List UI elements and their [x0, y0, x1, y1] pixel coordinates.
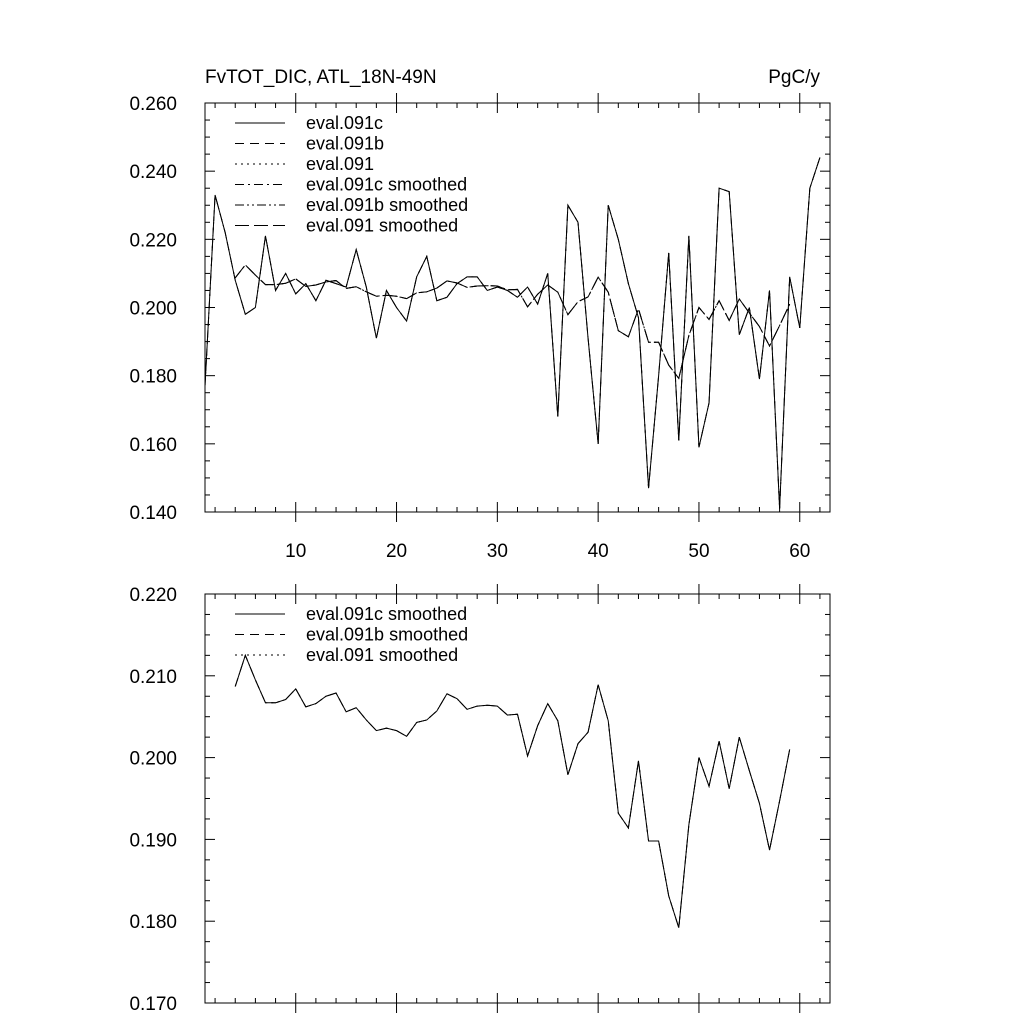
series-line-0: [235, 655, 789, 927]
series-line-2: [205, 158, 820, 509]
y-tick-label: 0.160: [129, 434, 177, 456]
x-tick-label: 20: [385, 541, 408, 562]
legend-entry: eval.091b: [306, 133, 385, 154]
series-line-1: [235, 655, 789, 927]
y-tick-label: 0.260: [129, 94, 177, 115]
series-line-5: [235, 265, 789, 378]
legend-entry: eval.091b smoothed: [306, 195, 469, 215]
y-tick-label: 0.180: [129, 366, 177, 388]
y-tick-label: 0.200: [129, 748, 177, 770]
x-tick-label: 40: [587, 541, 609, 562]
legend-entry: eval.091b smoothed: [306, 624, 469, 645]
top-panel: [129, 67, 830, 562]
series-line-2: [235, 655, 789, 927]
series-line-1: [205, 158, 820, 509]
y-tick-label: 0.240: [129, 162, 177, 184]
plot-frame: [205, 103, 830, 512]
y-tick-label: 0.180: [129, 912, 177, 934]
series-line-0: [205, 158, 820, 509]
y-tick-label: 0.220: [129, 230, 177, 252]
legend-entry: eval.091: [306, 154, 375, 174]
chart-title: FvTOT_DIC, ATL_18N-49N: [205, 67, 437, 88]
bottom-panel: [129, 584, 830, 1015]
y-tick-label: 0.140: [129, 503, 177, 524]
y-tick-label: 0.200: [129, 298, 177, 320]
y-tick-label: 0.210: [129, 666, 177, 688]
series-line-3: [235, 265, 789, 378]
y-tick-label: 0.190: [129, 830, 177, 852]
legend-entry: eval.091 smoothed: [306, 215, 459, 236]
series-line-4: [235, 265, 789, 378]
x-tick-label: 50: [688, 541, 710, 562]
y-tick-label: 0.220: [129, 585, 177, 606]
legend-entry: eval.091c smoothed: [306, 604, 468, 624]
units-label: PgC/y: [768, 67, 820, 88]
y-tick-label: 0.170: [129, 994, 177, 1015]
legend-entry: eval.091 smoothed: [306, 645, 459, 665]
legend-entry: eval.091c: [306, 113, 384, 133]
plot-frame: [205, 594, 830, 1003]
x-tick-label: 60: [789, 541, 811, 562]
legend-entry: eval.091c smoothed: [306, 174, 468, 195]
x-tick-label: 10: [285, 541, 307, 562]
x-tick-label: 30: [486, 541, 508, 562]
